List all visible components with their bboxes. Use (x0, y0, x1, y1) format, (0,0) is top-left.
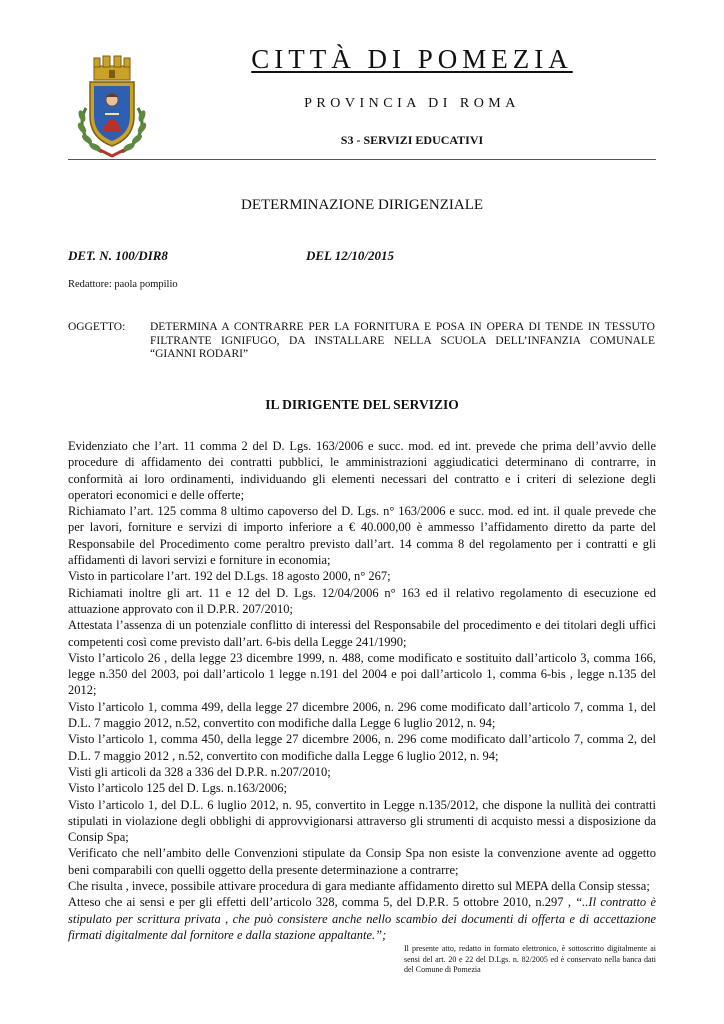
body-paragraph: Visto in particolare l’art. 192 del D.Lgs. 18 agosto 2000, n° 267; (68, 569, 391, 584)
service-name: S3 - SERVIZI EDUCATIVI (340, 133, 484, 147)
digital-signature-note: Il presente atto, redatto in formato elettronico, è sottoscritto digitalmente ai sensi del art. 20 e 22 del D.Lgs. n. 82/2005 ed è conservato nella banca dati del Comune di Pomezia (404, 944, 656, 974)
body-paragraph: Visto l’articolo 1, comma 499, della legge 27 dicembre 2006, n. 296 come modificato dall’articolo 7, comma 1, del D.L. 7 maggio 2012, n.52, convertito con modifiche dalla Legge 6 luglio 2012, n. 94; (68, 699, 656, 731)
determination-number: DET. N. 100/DIR8 (68, 248, 168, 263)
body-paragraph: Visto l’articolo 125 del D. Lgs. n.163/2006; (68, 781, 288, 796)
determination-date: DEL 12/10/2015 (306, 248, 394, 263)
body-paragraph: Visto l’articolo 26 , della legge 23 dicembre 1999, n. 488, come modificato e sostituito dall’articolo 3, comma 166, legge n.350 del 2003, poi dall’articolo 1 legge n.191 del 2004 e poi dall’articolo 1, comma 6-bis , legge n.135 del 2012; (68, 650, 656, 698)
body-quote: “..Il contratto è stipulato per scrittura privata , che può consistere anche nello scambio dei documenti di offerta e di accettazione firmati digitalmente dal fornitore e dalla stazione appaltante.”; (68, 895, 656, 942)
header-divider (68, 159, 656, 160)
body-paragraph: Visto l’articolo 1, del D.L. 6 luglio 2012, n. 95, convertito in Legge n.135/2012, che dispone la nullità dei contratti stipulati in violazione degli obblighi di approvvigionarsi attraverso gli strumenti di acquisto messi a disposizione da Consip Spa; (68, 797, 656, 845)
subject-label: OGGETTO: (68, 321, 126, 333)
city-crest-icon (72, 50, 152, 160)
body-paragraph: Verificato che nell’ambito delle Convenzioni stipulate da Consip Spa non esiste la convenzione avente ad oggetto beni comparabili con quelli oggetto della presente determinazione a contrarre; (68, 846, 656, 877)
body-paragraph: Visti gli articoli da 328 a 336 del D.P.R. n.207/2010; (68, 764, 331, 779)
city-title: CITTÀ DI POMEZIA (251, 44, 573, 74)
body-paragraph: Richiamati inoltre gli art. 11 e 12 del D. Lgs. 12/04/2006 n° 163 ed il relativo regolamento di esecuzione ed attuazione approvato con il D.P.R. 207/2010; (68, 585, 656, 616)
body-paragraph: Visto l’articolo 1, comma 450, della legge 27 dicembre 2006, n. 296 come modificato dall’articolo 7, comma 2, del D.L. 7 maggio 2012 , n.52, convertito con modifiche dalla Legge 6 luglio 2012, n. 94; (68, 732, 656, 763)
body-paragraph: Richiamato l’art. 125 comma 8 ultimo capoverso del D. Lgs. n° 163/2006 e succ. mod. ed int. il quale prevede che per lavori, forniture e servizi di importo inferiore a € 40.000,00 è ammesso l’affidamento diretto da parte del Responsabile del Procedimento come peraltro previsto dall’art. 14 comma 8 del regolamento per i contratti e gli affidamenti di lavori servizi e forniture in economia; (68, 504, 656, 568)
document-body (68, 438, 656, 943)
section-heading: IL DIRIGENTE DEL SERVIZIO (265, 397, 459, 412)
body-paragraph-text: Atteso che ai sensi e per gli effetti dell’articolo 328, comma 5, del D.P.R. 5 ottobre 2010, n.297 , (68, 895, 576, 910)
province-name: PROVINCIA DI ROMA (304, 96, 520, 111)
subject-text: DETERMINA A CONTRARRE PER LA FORNITURA E POSA IN OPERA DI TENDE IN TESSUTO FILTRANTE IGNIFUGO, DA INSTALLARE NELLA SCUOLA DELL’INFANZIA COMUNALE “GIANNI RODARI” (150, 321, 655, 360)
body-paragraph: Evidenziato che l’art. 11 comma 2 del D. Lgs. 163/2006 e succ. mod. ed int. prevede che prima dell’avvio delle procedure di affidamento dei contratti pubblici, le amministrazioni aggiudicatici determinano di contrarre, in conformità ai loro ordinamenti, individuando gli elementi necessari del contratto e i criteri di selezione degli operatori economici e delle offerte; (68, 439, 656, 502)
editor-line: Redattore: paola pompilio (68, 279, 178, 290)
document-type: DETERMINAZIONE DIRIGENZIALE (240, 197, 484, 213)
body-paragraph: Attestata l’assenza di un potenziale conflitto di interessi del Responsabile del procedimento e dei titolari degli uffici competenti così come previsto dall’art. 6-bis della Legge 241/1990; (68, 618, 656, 649)
body-paragraph (68, 894, 656, 943)
body-paragraph: Che risulta , invece, possibile attivare procedura di gara mediante affidamento diretto sul MEPA della Consip stessa; (68, 879, 650, 894)
